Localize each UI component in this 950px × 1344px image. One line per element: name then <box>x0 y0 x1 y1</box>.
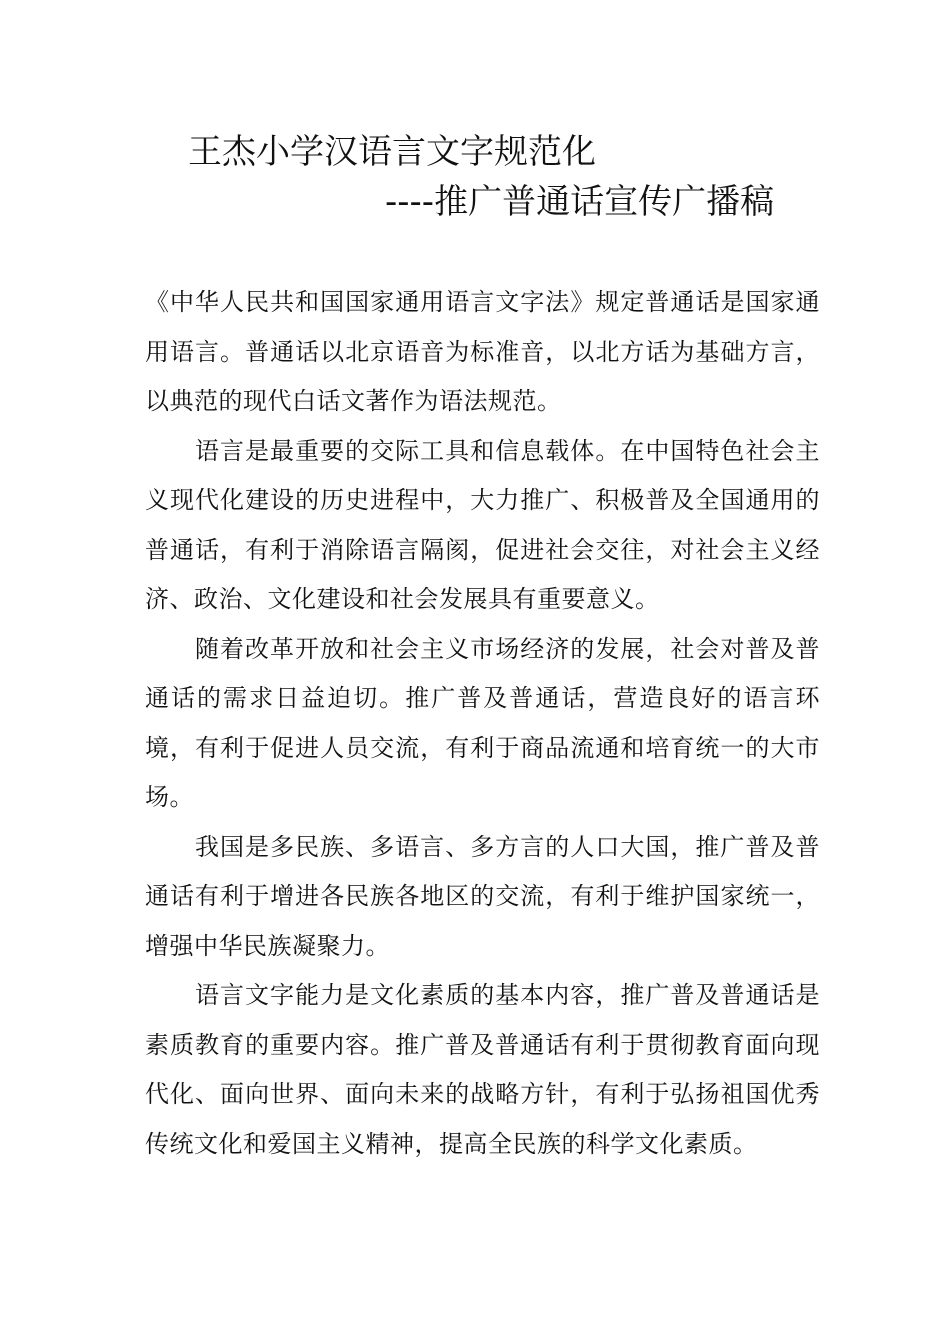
document-title: 王杰小学汉语言文字规范化 <box>188 132 596 172</box>
document-subtitle: ----推广普通话宣传广播稿 <box>385 182 775 222</box>
paragraph-4: 我国是多民族、多语言、多方言的人口大国，推广普及普通话有利于增进各民族各地区的交流，有利于维护国家统一，增强中华民族凝聚力。 <box>145 832 820 960</box>
document-body <box>145 278 820 1169</box>
paragraph-5: 语言文字能力是文化素质的基本内容，推广普及普通话是素质教育的重要内容。推广普及普通话有利于贯彻教育面向现代化、面向世界、面向未来的战略方针，有利于弘扬祖国优秀传统文化和爱国主义精神，提高全民族的科学文化素质。 <box>145 981 820 1158</box>
paragraph-1: 《中华人民共和国国家通用语言文字法》规定普通话是国家通用语言。普通话以北京语音为标准音，以北方话为基础方言，以典范的现代白话文著作为语法规范。 <box>145 288 820 415</box>
paragraph-2: 语言是最重要的交际工具和信息载体。在中国特色社会主义现代化建设的历史进程中，大力推广、积极普及全国通用的普通话，有利于消除语言隔阂，促进社会交往，对社会主义经济、政治、文化建设和社会发展具有重要意义。 <box>145 436 820 613</box>
paragraph-3: 随着改革开放和社会主义市场经济的发展，社会对普及普通话的需求日益迫切。推广普及普通话，营造良好的语言环境，有利于促进人员交流，有利于商品流通和培育统一的大市场。 <box>145 634 820 811</box>
